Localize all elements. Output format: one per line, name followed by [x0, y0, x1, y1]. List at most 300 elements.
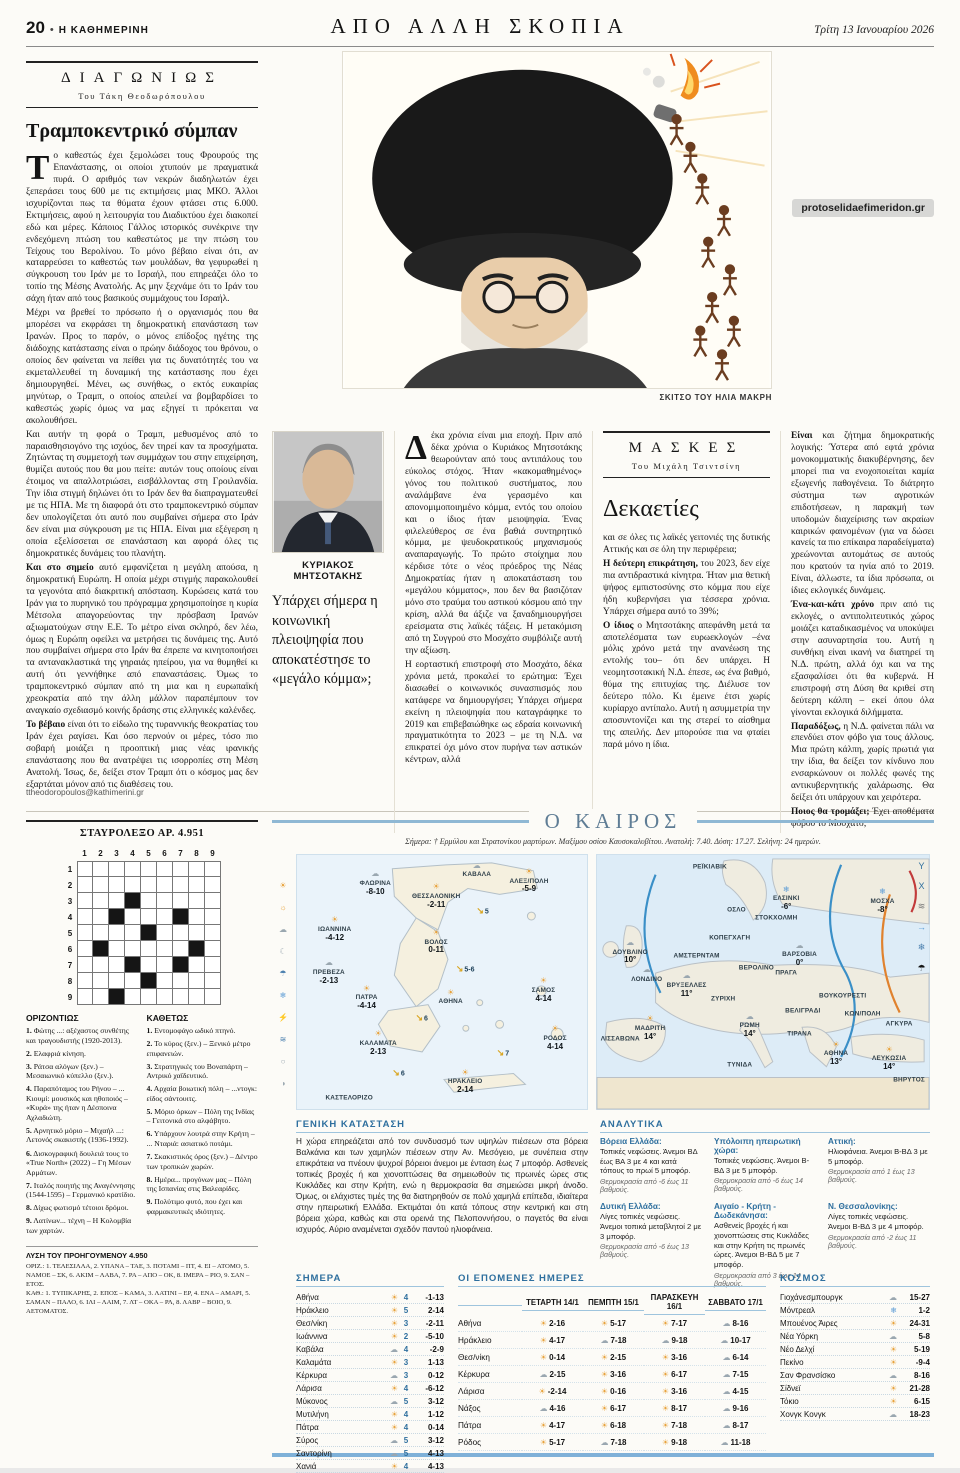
forecast-cell	[583, 1400, 644, 1417]
wind-beaufort: 3	[403, 1370, 409, 1380]
city-name: ΑΛΕΞ/ΠΟΛΗ	[509, 877, 549, 885]
clue-text: Μόριο όρκων – Πόλη της Ινδίας – Γειτονικά στο αλφάβητο.	[146, 1106, 255, 1126]
crossword-cell[interactable]	[93, 973, 109, 989]
temperature-range: 8-16	[913, 1370, 930, 1380]
crossword-cell[interactable]	[189, 893, 205, 909]
crossword-cell[interactable]	[93, 925, 109, 941]
region-forecast: Τοπικές νεφώσεις. Άνεμοι Β-ΒΔ 3 με 5 μποφόρ.	[714, 1156, 810, 1175]
weather-condition-icon: ☀	[600, 1352, 609, 1362]
temperature-range: -9-4	[915, 1357, 930, 1367]
paragraph-text: Η εορταστική επιστροφή στο Μοσχάτο, δέκα χρόνια μετά, προκαλεί το ερώτημα: Έχει διασωθεί ο κοινωνικός συνασπισμός που κατάφερε να δημιουργήσει; Υπάρχει σήμερα εκείνη η πλειοψηφία που καταγράφηκε το 2019 και επιβεβαιώθηκε ως εδραία κοινωνική πραγματικότητα το 2023 – με τη Ν.Δ. να επικρατεί όχι μόνο στον πυρήνα των αστικών κέντρων, αλλά	[405, 659, 582, 766]
crossword-cell[interactable]	[205, 877, 221, 893]
paragraph-lead: Ένα-και-κάτι χρόνο	[791, 600, 881, 611]
maskes-body	[603, 533, 770, 752]
city-name: ΛΟΝΔΙΝΟ	[631, 975, 663, 983]
weather-condition-icon: ☀	[539, 1420, 548, 1430]
forecast-cell	[644, 1366, 705, 1383]
forecast-row	[458, 1417, 766, 1434]
weather-condition-icon: ☁	[722, 1318, 731, 1328]
weather-condition-icon: ☀	[539, 1318, 548, 1328]
crossword-cell[interactable]	[77, 877, 93, 893]
city-temperature: -4-12	[325, 932, 345, 942]
crossword-cell[interactable]	[205, 861, 221, 877]
down-title: ΚΑΘΕΤΩΣ	[146, 1013, 189, 1023]
weather-region	[714, 1137, 816, 1194]
section-title: ΑΠΟ ΑΛΛΗ ΣΚΟΠΙΑ	[330, 14, 630, 38]
crossword-cell[interactable]	[77, 973, 93, 989]
crossword-cell[interactable]	[173, 973, 189, 989]
crossword-cell[interactable]	[189, 941, 205, 957]
drop-cap: Δ	[405, 428, 427, 467]
wind-arrow-icon: ↘	[476, 905, 484, 916]
author-email-link[interactable]: ttheodoropoulos@kathimerini.gr	[26, 787, 144, 797]
temperature-range: 4-15	[732, 1386, 749, 1396]
forecast-cell	[705, 1332, 766, 1349]
region-forecast: Ηλιοφάνεια. Άνεμοι Β-ΒΔ 3 με 5 μποφόρ.	[828, 1147, 928, 1166]
today-row	[296, 1421, 444, 1434]
next-days-title: ΟΙ ΕΠΟΜΕΝΕΣ ΗΜΕΡΕΣ	[458, 1273, 766, 1287]
temperature-range: 1-13	[427, 1357, 444, 1367]
cartoon-credit: ΣΚΙΤΣΟ ΤΟΥ ΗΛΙΑ ΜΑΚΡΗ	[659, 393, 772, 402]
paragraph-text: Μέχρι να βρεθεί το πρόσωπο ή ο οργανισμός που θα μπορέσει να εκφράσει τη δημοκρατική επανάσταση των Ιρανών. Προς το παρόν, ο μόνος επίδοξος ηγέτης της διάδοχης κατάστασης είναι ο πρώην διάδοχος του θρόνου, ο οποίος δεν φαίνεται να πείθει για τις δυνατότητές του να εκμεταλλευθεί τη δυναμική της κατάστασης που έχει δημιουργηθεί. Μένει, ως συνήθως, ο εκτός ευκαιρίας μηνύτωρ, ο Τραμπ, ο οποίος απειλεί να βομβαρδίσει το καθεστώς χωρίς όμως να μας εξηγεί τι πρόκειται να ακολουθήσει.	[26, 308, 258, 426]
city-name: Νέο Δελχί	[780, 1344, 815, 1354]
weather-condition-icon: ☀	[661, 1318, 670, 1328]
city-temperature: -2-11	[427, 899, 446, 909]
day-header: ΤΕΤΑΡΤΗ 14/1	[522, 1296, 583, 1311]
wind-arrow	[456, 964, 475, 975]
forecast-cell	[705, 1349, 766, 1366]
city-name: Ηράκλειο	[458, 1332, 522, 1349]
crossword-cell[interactable]	[189, 957, 205, 973]
weather-condition-icon: ☀	[661, 1403, 670, 1413]
temperature-range: 5-17	[549, 1437, 566, 1447]
weather-condition-icon: ☁	[720, 1335, 729, 1345]
clue-number: 7.	[146, 1152, 153, 1162]
wind-arrow	[415, 1012, 427, 1023]
crossword-cell[interactable]	[125, 925, 141, 941]
crossword-cell[interactable]	[109, 925, 125, 941]
weather-condition-icon: ☀	[390, 1409, 398, 1419]
weather-legend-strip	[274, 881, 292, 1088]
map-city	[775, 971, 797, 978]
next-days-forecast	[458, 1273, 766, 1469]
crossword-cell[interactable]	[109, 941, 125, 957]
city-name: ΒΡΥΞΕΛΛΕΣ	[666, 981, 707, 989]
temperature-range: 7-18	[610, 1335, 627, 1345]
crossword-title: ΣΤΑΥΡΟΛΕΞΟ ΑΡ. 4.951	[26, 820, 258, 839]
crossword-cell[interactable]	[141, 909, 157, 925]
forecast-cell	[705, 1417, 766, 1434]
crossword-cell[interactable]	[189, 925, 205, 941]
crossword-clue	[26, 1026, 138, 1045]
paragraph-text: και σε όλες τις λαϊκές γειτονιές της δυτικής Αττικής και σε όλη την περιφέρεια;	[603, 533, 770, 555]
crossword-cell[interactable]	[125, 909, 141, 925]
city-temperature: 0-11	[428, 945, 444, 955]
crossword-cell[interactable]	[173, 909, 189, 925]
crossword-cell[interactable]	[205, 925, 221, 941]
temperature-range: 4-17	[549, 1420, 566, 1430]
map-city	[782, 936, 817, 968]
day-header: ΣΑΒΒΑΤΟ 17/1	[705, 1296, 766, 1311]
wind-beaufort: 4	[403, 1344, 409, 1354]
paragraph-lead: Είναι	[791, 431, 823, 441]
clue-number: 9.	[26, 1216, 32, 1226]
crossword-cell[interactable]	[125, 861, 141, 877]
clue-text: Δισκογραφική δουλειά τους το «True North» (2022) – Γη Μέσων Αρμάτων.	[26, 1148, 132, 1177]
temperature-range: 5-19	[913, 1344, 930, 1354]
wind-beaufort: 6	[400, 1070, 405, 1078]
crossword-cell[interactable]	[205, 941, 221, 957]
forecast-cell	[522, 1349, 583, 1366]
city-temperature: 14°	[883, 1062, 896, 1072]
temperature-range: 3-16	[671, 1386, 688, 1396]
general-situation-title: ΓΕΝΙΚΗ ΚΑΤΑΣΤΑΣΗ	[296, 1119, 588, 1133]
crossword-clue	[147, 1026, 259, 1036]
analytika-regions	[600, 1137, 930, 1288]
city-name: ΦΛΩΡΙΝΑ	[359, 880, 391, 888]
paragraph-text: του 2023, δεν είχε πια αντιδραστικά κίνητρα. Ήταν μια θετική ψήφος εμπιστοσύνης στο κόμμα που είχε ήδη κυβερνήσει για τέσσερα χρόνια. Υπάρχει σήμερα αυτό το 39%;	[603, 558, 770, 617]
map-city	[787, 1032, 812, 1039]
map-city	[740, 1007, 760, 1039]
crossword-cell[interactable]	[125, 989, 141, 1005]
crossword-cell[interactable]	[173, 957, 189, 973]
crossword-cell[interactable]	[93, 909, 109, 925]
crossword-cell[interactable]	[77, 989, 93, 1005]
city-weather-icon: ☁	[371, 869, 380, 879]
today-title: ΣΗΜΕΡΑ	[296, 1273, 444, 1287]
map-city	[711, 996, 735, 1003]
crossword-cell[interactable]	[141, 957, 157, 973]
city-name: Καβάλα	[296, 1344, 324, 1354]
temperature-range: -2-9	[429, 1344, 444, 1354]
world-row	[780, 1343, 930, 1356]
page-header	[26, 8, 934, 47]
weather-legend-icon: ❄	[279, 991, 287, 1000]
city-name: ΛΙΣΣΑΒΩΝΑ	[600, 1036, 640, 1044]
weather-condition-icon: ☀	[390, 1292, 398, 1302]
article-paragraph	[26, 148, 258, 306]
day-header: ΠΕΜΠΤΗ 15/1	[583, 1296, 644, 1311]
weather-condition-icon: ☁	[390, 1448, 398, 1458]
forecast-row	[458, 1349, 766, 1366]
crossword-cell[interactable]	[173, 941, 189, 957]
world-list	[780, 1291, 930, 1421]
weather-condition-icon: ☁	[390, 1344, 398, 1354]
temperature-range: 0-12	[427, 1370, 444, 1380]
crossword-cell[interactable]	[77, 893, 93, 909]
crossword-cell[interactable]	[157, 957, 173, 973]
crossword-cell[interactable]	[205, 973, 221, 989]
world-row	[780, 1369, 930, 1382]
paragraph-text: η Ν.Δ. φαίνεται πάλι να επενδύει στον φόβο για τους άλλους. Μια πρώτη κάλπη, χωρίς πρωτιά για την ίδια, θα δείξει τον κίνδυνο που ενσαρκώνουν οι πολλές φωνές της αντικυβερνητικής χαλάρωσης. Θα δείξει ότι υπάρχουν και χειρότερα.	[791, 721, 934, 804]
weather-legend-icon: ☂	[279, 969, 287, 978]
crossword-cell[interactable]	[109, 877, 125, 893]
forecast-cell	[583, 1383, 644, 1400]
crossword-cell[interactable]	[189, 989, 205, 1005]
page-number: 20	[26, 18, 45, 37]
weather-region	[600, 1137, 702, 1194]
crossword-cell[interactable]	[173, 877, 189, 893]
crossword-cell[interactable]	[77, 957, 93, 973]
city-name: Αθήνα	[296, 1292, 319, 1302]
watermark: protoselidaefimeridon.gr	[792, 199, 934, 217]
forecast-cell	[644, 1417, 705, 1434]
greece-map	[296, 854, 588, 1110]
city-name: ΚΑΣΤΕΛΟΡΙΖΟ	[325, 1094, 373, 1102]
article-paragraph	[791, 431, 934, 598]
crossword-cell[interactable]	[205, 893, 221, 909]
map-city	[845, 1012, 881, 1019]
map-city	[727, 1062, 752, 1069]
crossword-cell[interactable]	[125, 941, 141, 957]
map-city	[886, 1022, 913, 1029]
crossword-cell[interactable]	[173, 893, 189, 909]
paragraph-lead: Ο ίδιος	[603, 620, 638, 631]
wind-beaufort: 4	[403, 1292, 409, 1302]
wind-beaufort: 4	[403, 1461, 409, 1471]
crossword-cell[interactable]	[141, 893, 157, 909]
temperature-range: 9-16	[732, 1403, 749, 1413]
city-weather-icon: ☁	[642, 965, 651, 975]
paragraph-text: Και αυτήν τη φορά ο Τραμπ, μεθυσμένος από το παραισθησιογόνο της ισχύος, δεν τηρεί καν τα προσχήματα. Ζητώντας τη συμμετοχή των συμμάχων του στην επιχείρηση, θυμίζει αυτούς που θα μου πείτε: αυτών τους οποίους είναι έτοιμος να απαλλοτριώσει, εισβάλλοντας στη Γροιλανδία. Την ίδια στιγμή δηλώνει ότι το Ιράν δεν θα διαπραγματευθεί με τις ΗΠΑ. Με τη διαφορά ότι στο τραμποκεντρικό σύμπαν δεν υπολογίζεται ότι αυτό που συμβαίνει σήμερα στο Ιράν δεν είναι μια σύγκρουση με τις ΗΠΑ. Είναι μια εξέγερση η οποία εξελίσσεται σε επανάσταση και αφορά όλες τις δημοκρατικές δυνάμεις του πλανήτη.	[26, 429, 258, 559]
wind-beaufort: 4	[403, 1422, 409, 1432]
city-temperature: 14°	[743, 1029, 756, 1039]
crossword-cell[interactable]	[157, 893, 173, 909]
crossword-cell[interactable]	[189, 909, 205, 925]
weather-condition-icon: ☀	[600, 1386, 609, 1396]
crossword-cell[interactable]	[125, 957, 141, 973]
city-name: ΒΕΛΙΓΡΑΔΙ	[785, 1008, 821, 1016]
weather-condition-icon: ☀	[390, 1461, 398, 1471]
crossword-cell[interactable]	[125, 973, 141, 989]
forecast-cell	[644, 1383, 705, 1400]
city-name: ΣΤΟΚΧΟΛΜΗ	[755, 914, 798, 922]
temperature-range: 6-15	[913, 1396, 930, 1406]
crossword-cell[interactable]	[157, 861, 173, 877]
crossword-cell[interactable]	[205, 989, 221, 1005]
weather-condition-icon: ☀	[889, 1344, 897, 1354]
crossword-cell[interactable]	[141, 973, 157, 989]
map-city	[631, 960, 662, 984]
city-temperature: -2-13	[319, 975, 339, 985]
crossword-cell[interactable]	[189, 973, 205, 989]
city-name: ΠΡΑΓΑ	[775, 970, 798, 978]
city-name: ΤΥΝΙΔΑ	[727, 1061, 753, 1069]
temperature-range: 2-15	[610, 1352, 627, 1362]
city-name: Μυτιλήνη	[296, 1409, 329, 1419]
article-paragraph	[603, 533, 770, 557]
city-name: Τόκιο	[780, 1396, 799, 1406]
temperature-range: 2-16	[549, 1318, 566, 1328]
clue-text: Ελαφριά κίνηση.	[33, 1048, 86, 1058]
weather-legend-icon: ≋	[279, 1035, 287, 1044]
crossword-cell[interactable]	[109, 989, 125, 1005]
crossword-cell[interactable]	[93, 893, 109, 909]
weather-condition-icon: ☀	[661, 1369, 670, 1379]
paragraph-text: είναι ότι το είδωλο της τυραννικής θεοκρατίας του Ιράν έχει ραγίσει. Και όσο περνούν οι μέρες, τόσο πιο σοβαρή μοιάζει η προοπτική μιας νέας ιρανικής επανάστασης που θα ανατρέψει τις ισορροπίες στη Μέση Ανατολή. Ίσως, δε, δείξει στον Τραμπ ότι ο κόσμος μας δεν εξαρτάται μόνον από τις διαθέσεις του.	[26, 720, 258, 790]
temperature-range: 24-31	[909, 1318, 930, 1328]
crossword-cell[interactable]	[109, 957, 125, 973]
temperature-range: 2-15	[549, 1369, 566, 1379]
temperature-range: 0-14	[549, 1352, 566, 1362]
today-row	[296, 1317, 444, 1330]
weather-condition-icon: ☀	[661, 1437, 670, 1447]
crossword-cell[interactable]	[109, 893, 125, 909]
crossword-cell[interactable]	[205, 957, 221, 973]
crossword-cell[interactable]	[93, 877, 109, 893]
city-name: Ρόδος	[458, 1434, 522, 1451]
city-name: ΑΜΣΤΕΡΝΤΑΜ	[673, 952, 720, 960]
clue-number: 1.	[26, 1026, 32, 1035]
city-name: Χονγκ Κονγκ	[780, 1409, 826, 1419]
city-name: Σύρος	[296, 1435, 319, 1445]
temperature-range: 10-17	[730, 1335, 751, 1345]
forecast-cell	[705, 1400, 766, 1417]
today-row	[296, 1395, 444, 1408]
diagonios-title: ΔΙΑΓΩΝΙΩΣ	[61, 70, 223, 86]
world-row	[780, 1382, 930, 1395]
crossword-cell[interactable]	[109, 861, 125, 877]
weather-tables	[296, 1273, 930, 1469]
forecast-row	[458, 1434, 766, 1451]
crossword-cell[interactable]	[77, 925, 93, 941]
crossword-cell[interactable]	[157, 973, 173, 989]
map-city	[785, 1009, 820, 1016]
crossword-cell[interactable]	[189, 877, 205, 893]
city-weather-icon: ☀	[331, 915, 339, 925]
crossword-cell[interactable]	[141, 941, 157, 957]
forecast-cell	[644, 1315, 705, 1332]
map-city	[709, 935, 750, 942]
crossword-cell[interactable]	[205, 909, 221, 925]
crossword-clue	[147, 1129, 259, 1148]
crossword-cell[interactable]	[157, 989, 173, 1005]
weather-condition-icon: ☀	[539, 1352, 548, 1362]
temperature-range: 4-17	[549, 1335, 566, 1345]
wind-beaufort: 5	[484, 908, 489, 916]
crossword-cell[interactable]	[141, 861, 157, 877]
crossword-cell[interactable]	[173, 989, 189, 1005]
crossword-cell[interactable]	[93, 989, 109, 1005]
crossword-cell[interactable]	[141, 925, 157, 941]
city-name: Μόντρεαλ	[780, 1305, 816, 1315]
weather-condition-icon: ☀	[889, 1318, 897, 1328]
pull-quote: Υπάρχει σήμερα η κοινωνική πλειοψηφία που αποκατέστησε το «μεγάλο κόμμα»;	[272, 593, 378, 688]
crossword-cell[interactable]	[189, 861, 205, 877]
crossword-cell[interactable]	[141, 989, 157, 1005]
wind-beaufort: 3	[403, 1357, 409, 1367]
region-name: Βόρεια Ελλάδα:	[600, 1137, 662, 1146]
crossword-cell[interactable]	[77, 909, 93, 925]
wind-arrow-icon: ↘	[415, 1012, 424, 1023]
crossword-cell[interactable]	[109, 909, 125, 925]
map-symbols-legend	[917, 861, 926, 974]
wind-beaufort: 4	[403, 1383, 409, 1393]
city-temperature: -6°	[781, 902, 792, 912]
crossword-clue	[26, 1062, 138, 1081]
weather-condition-icon: ☁	[722, 1403, 731, 1413]
city-name: ΚΑΛΑΜΑΤΑ	[359, 1040, 397, 1048]
crossword-cell[interactable]	[157, 877, 173, 893]
crossword-cell[interactable]	[173, 925, 189, 941]
weather-condition-icon: ☁	[390, 1370, 398, 1380]
photo-caption: ΚΥΡΙΑΚΟΣ ΜΗΤΣΟΤΑΚΗΣ	[293, 560, 363, 582]
crossword-cell[interactable]	[141, 877, 157, 893]
wind-arrow	[392, 1068, 404, 1079]
city-weather-icon: ☀	[447, 987, 455, 997]
city-temperature: 4-14	[535, 993, 552, 1003]
center-article	[394, 428, 582, 833]
bottom-band	[26, 809, 934, 1471]
city-weather-icon: ☀	[539, 976, 548, 986]
map-city	[773, 880, 800, 912]
city-name: Θεσ/νίκη	[458, 1349, 522, 1366]
city-weather-icon: ☁	[745, 1011, 754, 1021]
crossword-cell[interactable]	[93, 861, 109, 877]
city-name: Πάτρα	[458, 1417, 522, 1434]
crossword-cell[interactable]	[157, 925, 173, 941]
crossword-cell[interactable]	[77, 941, 93, 957]
wind-beaufort: 3	[403, 1318, 409, 1328]
city-name: Νέα Υόρκη	[780, 1331, 819, 1341]
bullet-separator: •	[49, 24, 54, 36]
city-name: ΑΘΗΝΑ	[823, 1050, 849, 1058]
crossword-cell[interactable]	[77, 861, 93, 877]
world-title: ΚΟΣΜΟΣ	[780, 1273, 930, 1287]
today-row	[296, 1369, 444, 1382]
crossword-clue	[26, 1126, 138, 1145]
temperature-range: 1-2	[918, 1305, 930, 1315]
next-days-rows	[458, 1315, 766, 1451]
general-situation-text: Η χώρα επηρεάζεται από τον συνδυασμό των υψηλών πιέσεων στα βόρεια Βαλκάνια και των χαμηλών πιέσεων στην Αν. Μεσόγειο, με συνέπεια στην επικράτεια να πνέουν ψυχροί βόρειοι άνεμοι με ένταση έως 7 μποφόρ. Ασθενείς τοπικές βροχές ή και χιονοπτώσεις θα σημειωθούν τις πρωινές ώρες στις Κυκλάδες και στην Κρήτη, ενώ η θερμοκρασία θα σημειώσει μικρή άνοδο. Όμως, οι ελάχιστες τιμές της θα διατηρηθούν σε πολύ χαμηλά επίπεδα, ιδιαίτερα στην ηπειρωτική Ελλάδα. Εκτιμάται ότι κατά τόπους στην κεντρική και στη βόρεια χώρα, καθώς και στα ορεινά της Πελοποννήσου, ο παγετός θα είναι ισχυρός. Αύριο αναμένεται σχεδόν παντού ηλιοφάνεια.	[296, 1137, 588, 1234]
weather-condition-icon: ☁	[661, 1335, 670, 1345]
diagonios-headline: Τραμποκεντρικό σύμπαν	[26, 120, 238, 142]
crossword-cell[interactable]	[173, 861, 189, 877]
today-row	[296, 1382, 444, 1395]
cartoon-row	[272, 51, 934, 423]
weather-legend-icon: ⚡	[278, 1013, 288, 1022]
masthead-left	[26, 18, 246, 38]
weather-legend-icon: ☼	[279, 903, 287, 912]
paragraph-lead: Η δεύτερη επικράτηση,	[603, 558, 701, 569]
crossword-cell[interactable]	[93, 957, 109, 973]
city-name: ΕΛΣΙΝΚΙ	[772, 895, 800, 903]
crossword-cell[interactable]	[125, 893, 141, 909]
city-temperature: 2-14	[457, 1085, 474, 1095]
city-temperature: -4-14	[357, 1001, 376, 1011]
map-city	[755, 915, 797, 922]
clue-text: Φώτης ...: αξέχαστος συνθέτης και τραγουδιστής (1920-2013).	[26, 1026, 129, 1045]
region-temperature: Θερμοκρασία από -6 έως 11 βαθμούς.	[600, 1178, 689, 1195]
crossword-cell[interactable]	[125, 877, 141, 893]
clue-number: 4.	[26, 1084, 32, 1094]
crossword-clue	[147, 1084, 259, 1103]
down-clues	[147, 1013, 259, 1239]
crossword-cell[interactable]	[109, 973, 125, 989]
crossword-cell[interactable]	[157, 909, 173, 925]
temperature-range: 15-27	[909, 1292, 930, 1302]
clue-text: Στρατηγικές του Βοναπάρτη – Αντρικό χαϊδευτικό.	[146, 1061, 248, 1081]
city-temperature: 0°	[795, 958, 804, 968]
article-paragraph	[603, 621, 770, 752]
clue-number: 6.	[146, 1129, 153, 1139]
wind-beaufort: 5	[403, 1396, 409, 1406]
crossword-cell[interactable]	[157, 941, 173, 957]
maskes-column	[592, 431, 770, 833]
wind-arrow-icon: ↘	[496, 1047, 505, 1058]
city-name: ΒΑΡΣΟΒΙΑ	[782, 951, 817, 959]
crossword-cell[interactable]	[93, 941, 109, 957]
